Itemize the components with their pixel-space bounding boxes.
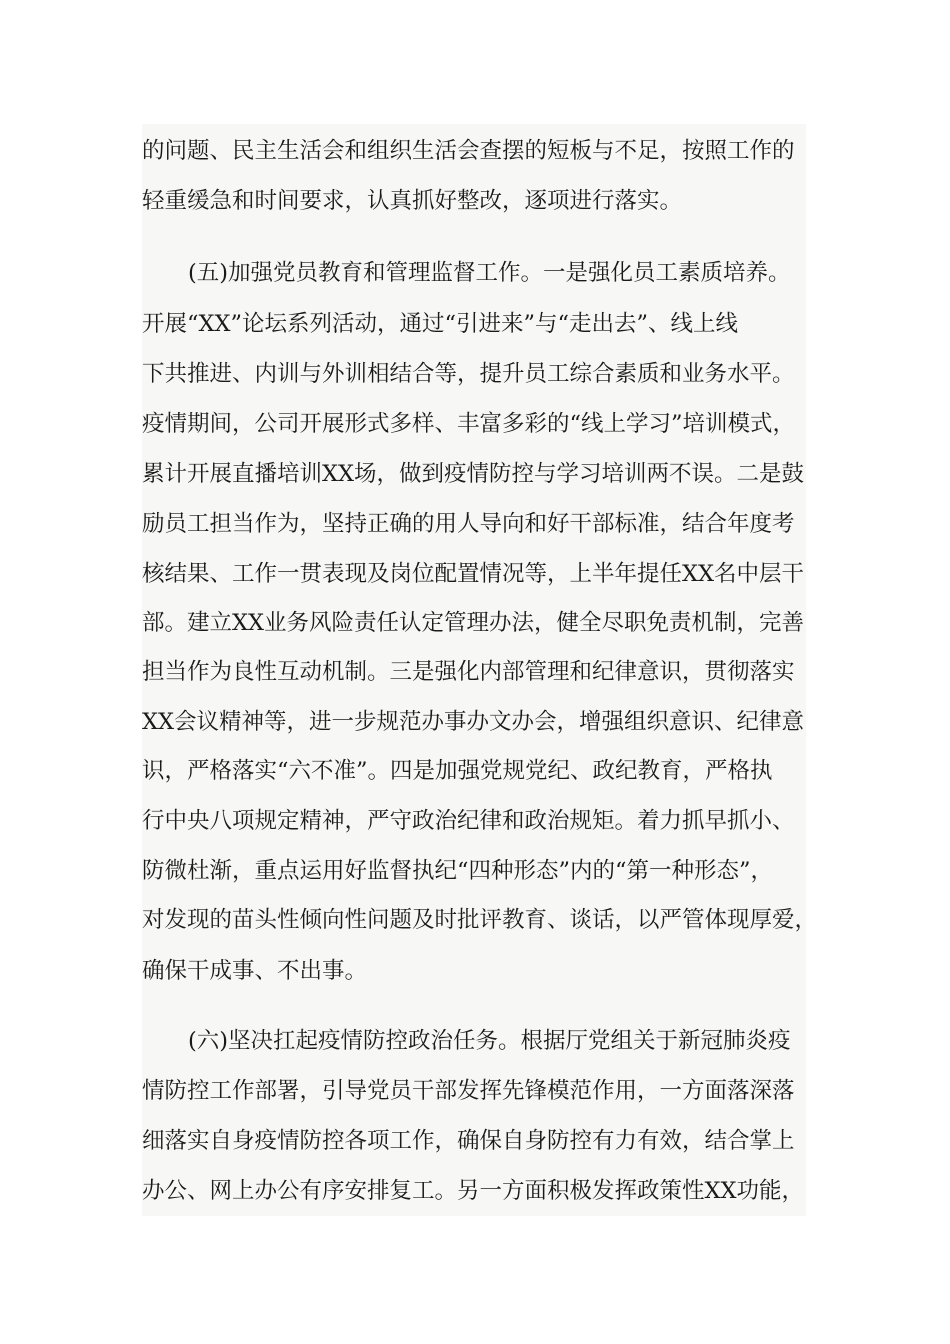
text-line: 情防控工作部署，引导党员干部发挥先锋模范作用，一方面落深落 xyxy=(142,1078,795,1104)
document-body xyxy=(142,124,818,1216)
text-line: (五)加强党员教育和管理监督工作。一是强化员工素质培养。 xyxy=(188,260,791,286)
text-line: 累计开展直播培训XX场，做到疫情防控与学习培训两不误。二是鼓 xyxy=(142,461,805,487)
text-line: 核结果、工作一贯表现及岗位配置情况等，上半年提任XX名中层干 xyxy=(142,561,805,587)
text-line: 确保干成事、不出事。 xyxy=(142,958,368,984)
text-line: 识，严格落实“六不准”。四是加强党规党纪、政纪教育，严格执 xyxy=(142,758,773,784)
text-line: 部。建立XX业务风险责任认定管理办法，健全尽职免责机制，完善 xyxy=(142,610,805,636)
text-line: XX会议精神等，进一步规范办事办文办会，增强组织意识、纪律意 xyxy=(142,709,805,735)
text-line: 的问题、民主生活会和组织生活会查摆的短板与不足，按照工作的 xyxy=(142,138,795,164)
text-line: 下共推进、内训与外训相结合等，提升员工综合素质和业务水平。 xyxy=(142,361,795,387)
text-line: 担当作为良性互动机制。三是强化内部管理和纪律意识，贯彻落实 xyxy=(142,659,795,685)
text-line: 励员工担当作为，坚持正确的用人导向和好干部标准，结合年度考 xyxy=(142,511,795,537)
text-line: 细落实自身疫情防控各项工作，确保自身防控有力有效，结合掌上 xyxy=(142,1128,795,1154)
text-line: 开展“XX”论坛系列活动，通过“引进来”与“走出去”、线上线 xyxy=(142,311,739,337)
text-line: 对发现的苗头性倾向性问题及时批评教育、谈话，以严管体现厚爱， xyxy=(142,907,818,933)
text-line: (六)坚决扛起疫情防控政治任务。根据厅党组关于新冠肺炎疫 xyxy=(188,1028,791,1054)
text-line: 行中央八项规定精神，严守政治纪律和政治规矩。着力抓早抓小、 xyxy=(142,808,795,834)
text-line: 防微杜渐，重点运用好监督执纪“四种形态”内的“第一种形态”， xyxy=(142,858,774,884)
text-line: 轻重缓急和时间要求，认真抓好整改，逐项进行落实。 xyxy=(142,188,683,214)
text-line: 疫情期间，公司开展形式多样、丰富多彩的“线上学习”培训模式， xyxy=(142,411,796,437)
text-line: 办公、网上办公有序安排复工。另一方面积极发挥政策性XX功能， xyxy=(142,1178,805,1204)
